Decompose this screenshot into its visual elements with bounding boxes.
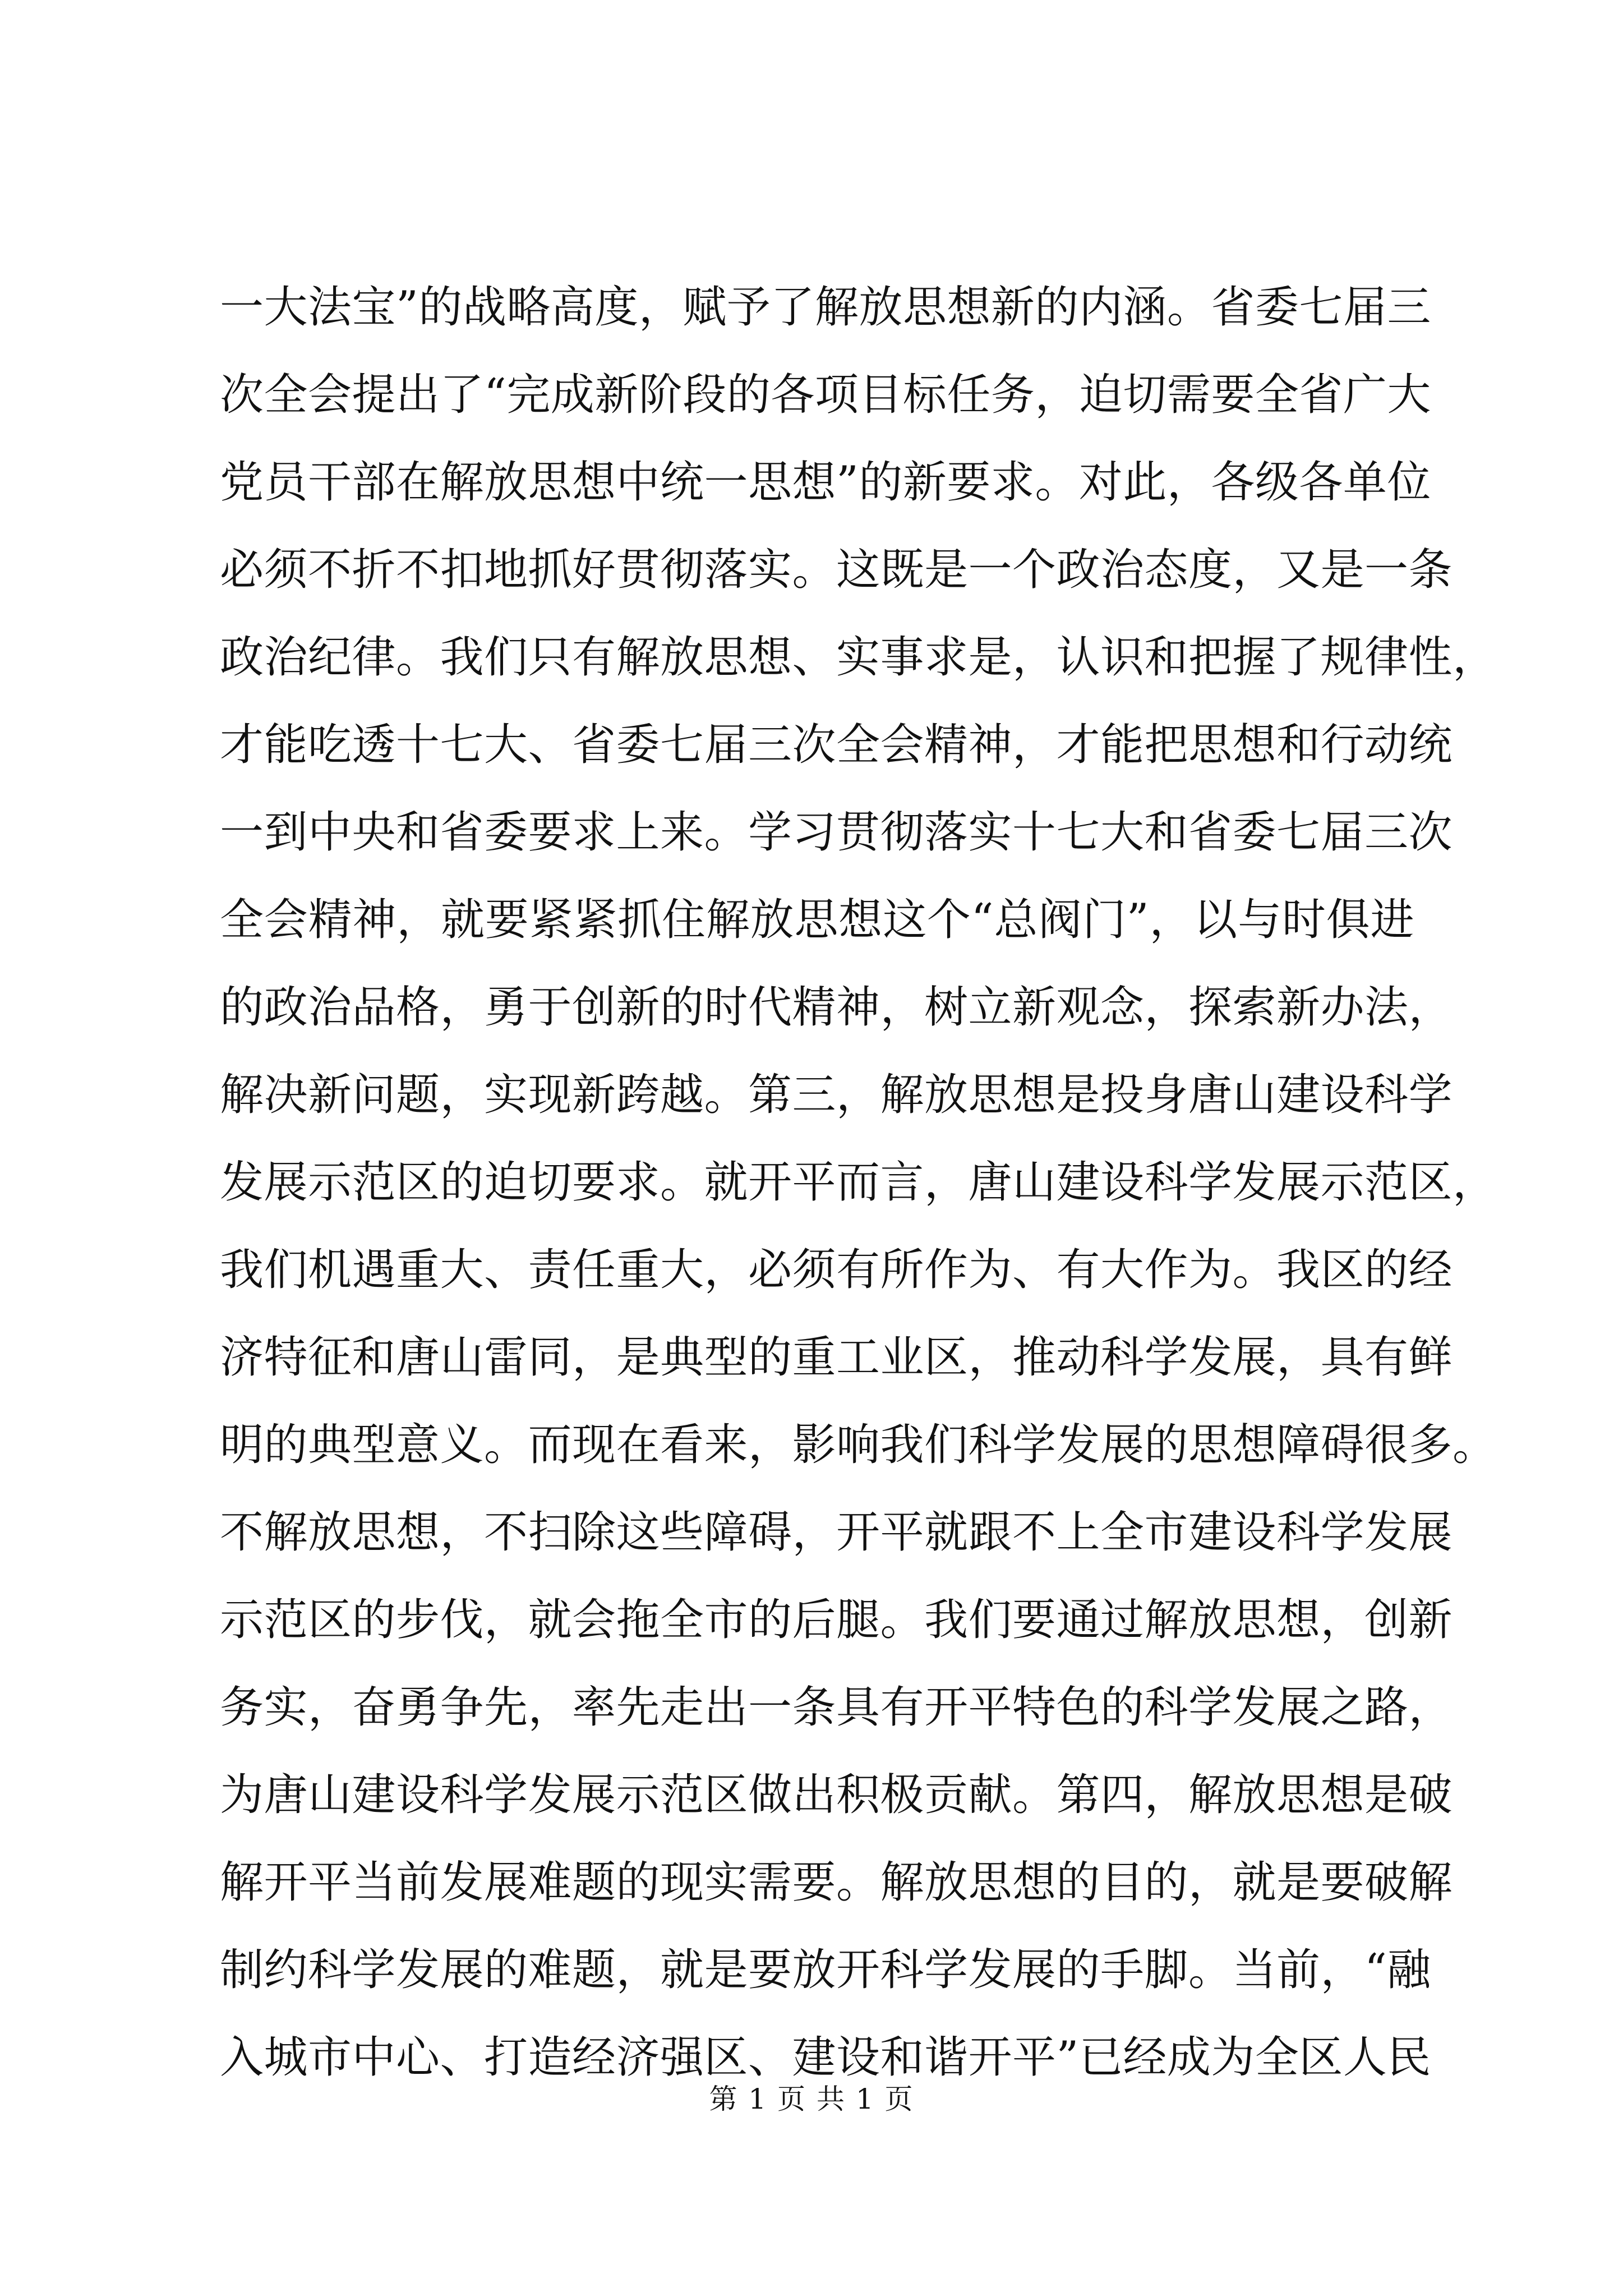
text-line: 必须不折不扣地抓好贯彻落实。这既是一个政治态度，又是一条 bbox=[220, 545, 1453, 595]
page-footer bbox=[0, 2082, 1623, 2116]
text-line: 为唐山建设科学发展示范区做出积极贡献。第四，解放思想是破 bbox=[220, 1770, 1453, 1820]
text-line: 务实，奋勇争先，率先走出一条具有开平特色的科学发展之路， bbox=[220, 1682, 1453, 1733]
text-line: 发展示范区的迫切要求。就开平而言，唐山建设科学发展示范区， bbox=[220, 1157, 1497, 1208]
text-line: 一到中央和省委要求上来。学习贯彻落实十七大和省委七届三次 bbox=[220, 807, 1453, 858]
text-line: 制约科学发展的难题，就是要放开科学发展的手脚。当前，“融 bbox=[220, 1945, 1431, 1995]
text-line: 解开平当前发展难题的现实需要。解放思想的目的，就是要破解 bbox=[220, 1857, 1453, 1908]
text-line: 全会精神，就要紧紧抓住解放思想这个“总阀门”，以与时俱进 bbox=[220, 895, 1414, 945]
text-line: 入城市中心、打造经济强区、建设和谐开平”已经成为全区人民 bbox=[220, 2032, 1431, 2083]
text-line: 我们机遇重大、责任重大，必须有所作为、有大作为。我区的经 bbox=[220, 1245, 1453, 1295]
text-line: 不解放思想，不扫除这些障碍，开平就跟不上全市建设科学发展 bbox=[220, 1507, 1453, 1558]
page-number-label: 第 1 页 共 1 页 bbox=[709, 2083, 914, 2115]
text-line: 党员干部在解放思想中统一思想”的新要求。对此，各级各单位 bbox=[220, 457, 1431, 508]
document-body bbox=[220, 264, 1497, 2101]
text-line: 解决新问题，实现新跨越。第三，解放思想是投身唐山建设科学 bbox=[220, 1070, 1453, 1120]
text-line: 一大法宝”的战略高度，赋予了解放思想新的内涵。省委七届三 bbox=[220, 282, 1431, 333]
text-line: 的政治品格，勇于创新的时代精神，树立新观念，探索新办法， bbox=[220, 982, 1453, 1033]
text-line: 次全会提出了“完成新阶段的各项目标任务，迫切需要全省广大 bbox=[220, 370, 1431, 420]
text-line: 示范区的步伐，就会拖全市的后腿。我们要通过解放思想，创新 bbox=[220, 1595, 1453, 1645]
text-line: 政治纪律。我们只有解放思想、实事求是，认识和把握了规律性， bbox=[220, 632, 1497, 683]
text-line: 才能吃透十七大、省委七届三次全会精神，才能把思想和行动统 bbox=[220, 720, 1453, 770]
text-line: 明的典型意义。而现在看来，影响我们科学发展的思想障碍很多。 bbox=[220, 1420, 1497, 1470]
text-line: 济特征和唐山雷同，是典型的重工业区，推动科学发展，具有鲜 bbox=[220, 1332, 1453, 1383]
